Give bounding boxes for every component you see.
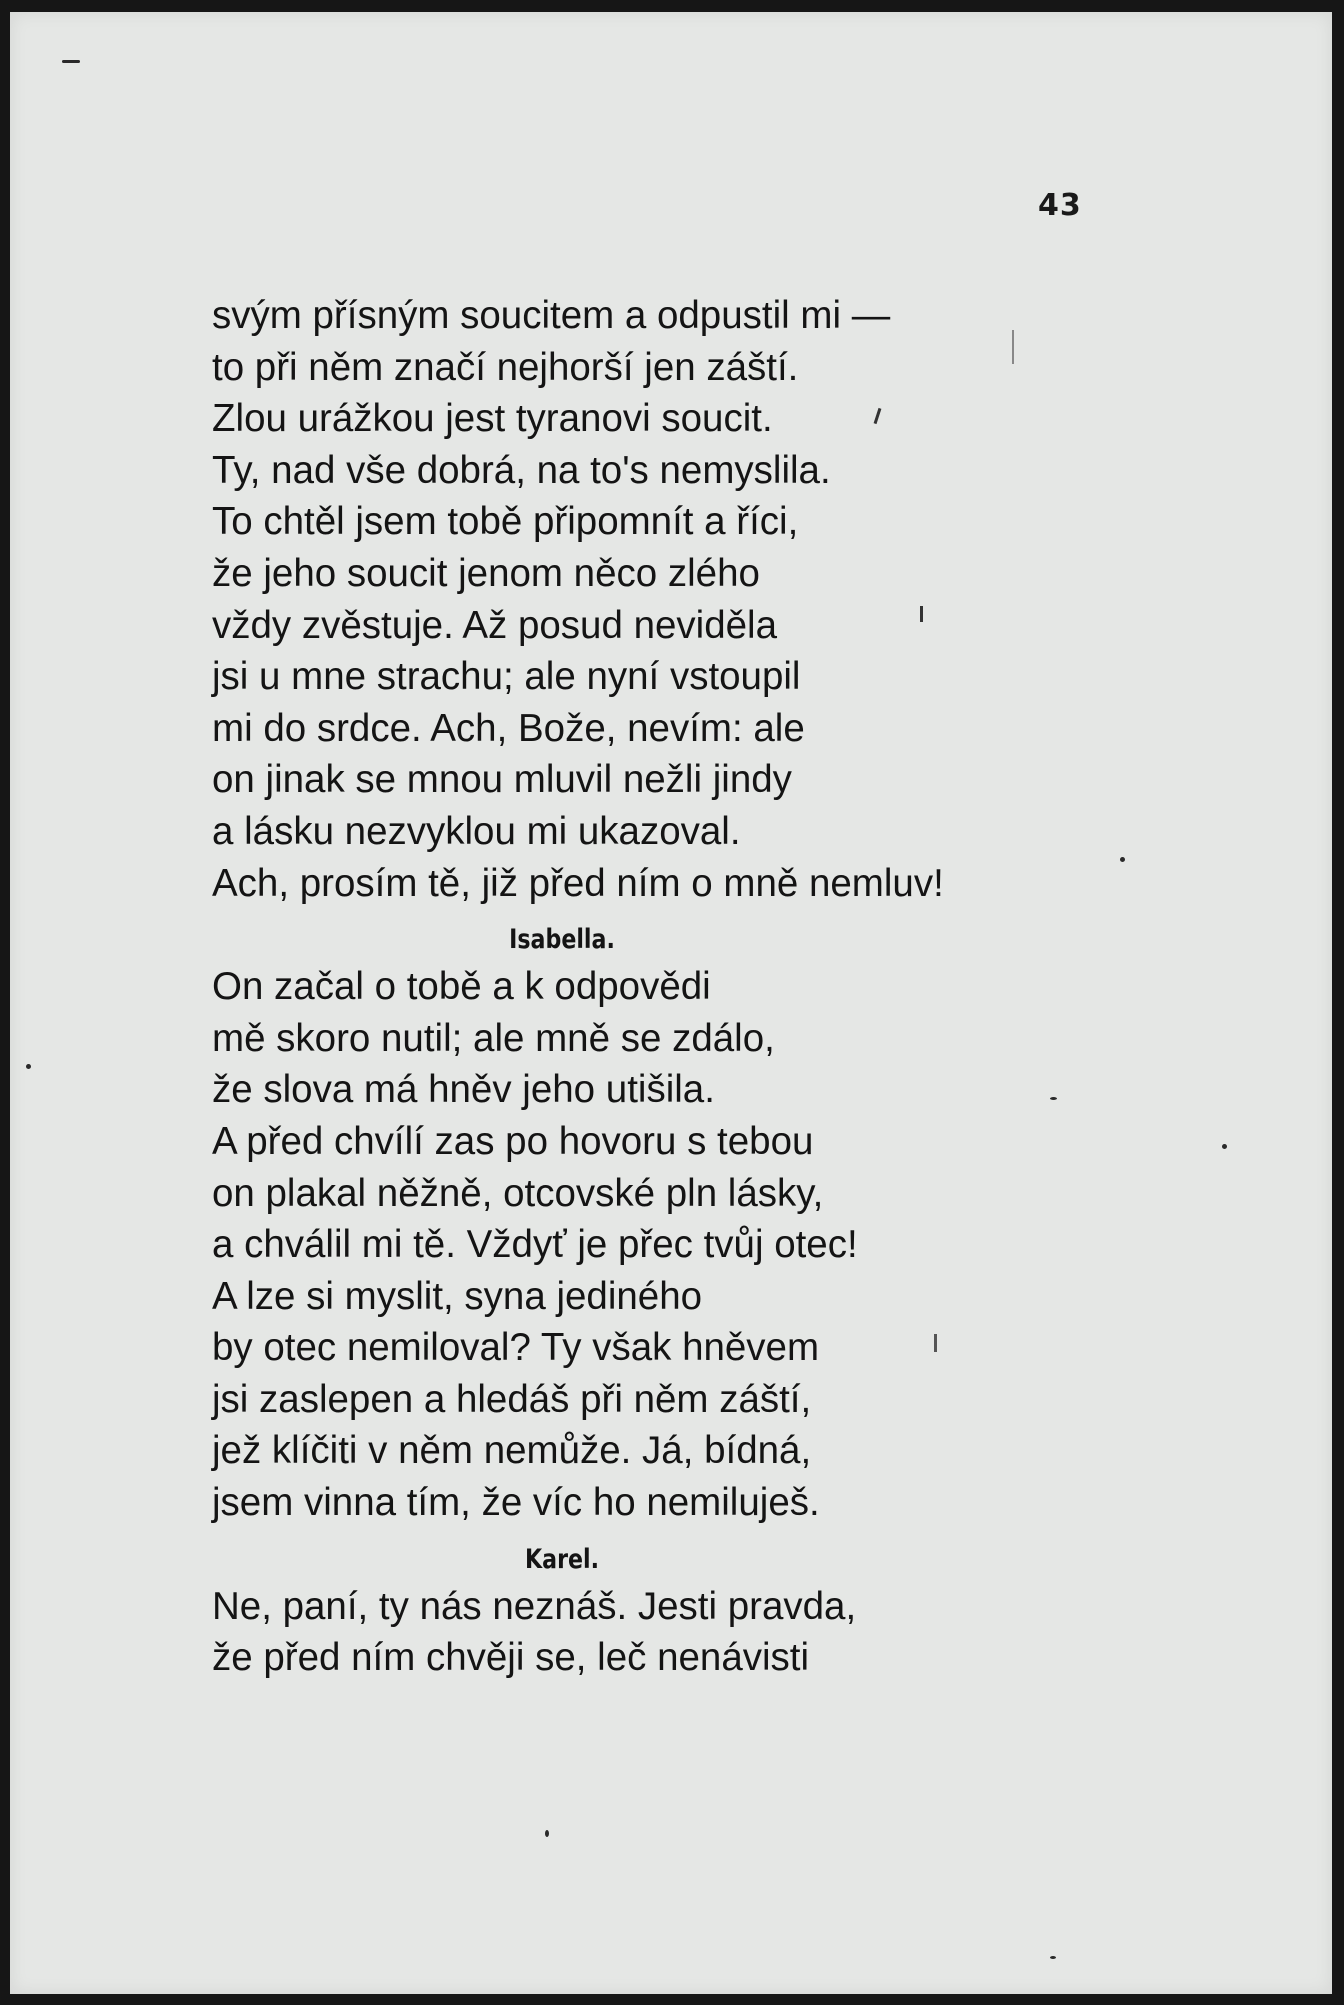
verse-line: On začal o tobě a k odpovědi	[212, 965, 711, 1009]
verse-line: a chválil mi tě. Vždyť je přec tvůj otec!	[212, 1223, 858, 1267]
scan-mark	[934, 1334, 937, 1352]
verse-line: mi do srdce. Ach, Bože, nevím: ale	[212, 706, 805, 750]
verse-line: že jeho soucit jenom něco zlého	[212, 551, 760, 595]
verse-line: mě skoro nutil; ale mně se zdálo,	[212, 1016, 775, 1060]
verse-line: jsi u mne strachu; ale nyní vstoupil	[212, 655, 801, 699]
verse-line: jsi zaslepen a hledáš při něm záští,	[212, 1377, 812, 1421]
verse-line: jež klíčiti v něm nemůže. Já, bídná,	[212, 1429, 812, 1473]
book-page	[10, 12, 1332, 1994]
verse-line: že slova má hněv jeho utišila.	[212, 1068, 715, 1112]
verse-line: to při něm značí nejhorší jen záští.	[212, 345, 799, 389]
verse-line: by otec nemiloval? Ty však hněvem	[212, 1326, 820, 1370]
scan-speck	[1050, 1956, 1056, 1959]
scan-speck	[1050, 1097, 1057, 1100]
scan-speck	[545, 1830, 549, 1837]
speaker-name: Isabella.	[509, 924, 615, 956]
verse-text	[212, 290, 1132, 1684]
scan-speck	[26, 1064, 31, 1069]
scan-speck	[1120, 857, 1125, 862]
verse-line: svým přísným soucitem a odpustil mi —	[212, 294, 891, 337]
verse-line: a lásku nezvyklou mi ukazoval.	[212, 809, 741, 853]
verse-line: Ach, prosím tě, již před ním o mně nemluv!	[212, 861, 944, 905]
verse-line: on jinak se mnou mluvil nežli jindy	[212, 758, 792, 802]
page-number: 43	[1038, 188, 1082, 223]
verse-line: že před ním chvěji se, leč nenávisti	[212, 1636, 810, 1680]
verse-line: on plakal něžně, otcovské pln lásky,	[212, 1171, 824, 1215]
verse-line: Zlou urážkou jest tyranovi soucit.	[212, 397, 773, 441]
scan-speck	[1222, 1144, 1227, 1149]
verse-line: Ne, paní, ty nás neznáš. Jesti pravda,	[212, 1584, 857, 1628]
verse-line: Ty, nad vše dobrá, na to's nemyslila.	[212, 448, 831, 492]
scan-mark	[1012, 330, 1014, 364]
verse-line: vždy zvěstuje. Až posud neviděla	[212, 603, 777, 647]
scan-speck	[62, 60, 80, 63]
speaker-name: Karel.	[524, 1543, 600, 1575]
verse-line: A před chvílí zas po hovoru s tebou	[212, 1119, 814, 1163]
verse-line: A lze si myslit, syna jediného	[212, 1274, 703, 1318]
verse-line: To chtěl jsem tobě připomnít a říci,	[212, 500, 799, 544]
verse-line: jsem vinna tím, že víc ho nemiluješ.	[212, 1481, 820, 1525]
scan-mark	[920, 606, 923, 622]
